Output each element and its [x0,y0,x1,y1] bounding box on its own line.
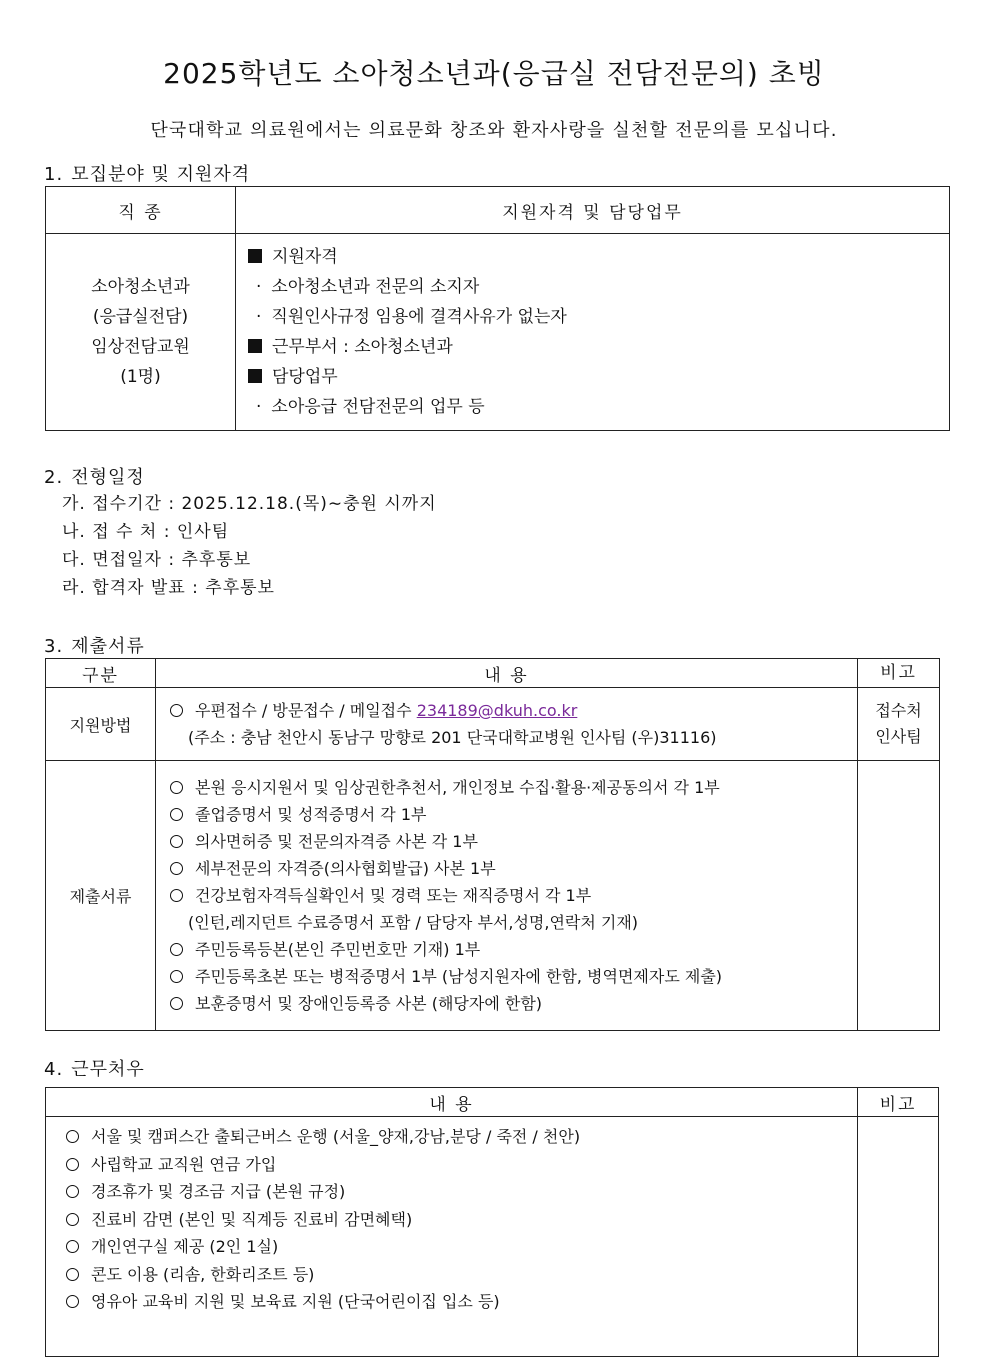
benefit-item: 진료비 감면 (본인 및 직계등 진료비 감면혜택) [66,1206,857,1234]
doc-item: 보훈증명서 및 장애인등록증 사본 (해당자에 한함) [170,990,857,1017]
documents-table [45,658,940,1031]
qualification-item: · 소아청소년과 전문의 소지자 [256,277,480,297]
circle-bullet-icon [170,835,183,848]
recruitment-table [45,186,950,431]
col-header-note: 비고 [858,659,940,688]
duty-cell [236,234,950,431]
benefits-note-cell [858,1117,939,1357]
job-line: 임상전담교원 [91,337,190,357]
square-bullet-icon [248,369,262,383]
doc-item: 세부전문의 자격증(의사협회발급) 사본 1부 [170,855,857,882]
circle-bullet-icon [170,997,183,1010]
benefit-item: 영유아 교육비 지원 및 보육료 지원 (단국어린이집 입소 등) [66,1288,857,1316]
col-header-duty: 지원자격 및 담당업무 [236,187,950,234]
doc-item: 주민등록등본(본인 주민번호만 기재) 1부 [170,936,857,963]
square-bullet-icon [248,249,262,263]
circle-bullet-icon [66,1185,79,1198]
circle-bullet-icon [66,1130,79,1143]
schedule-item: 다. 면접일자 : 추후통보 [62,550,252,570]
circle-bullet-icon [170,943,183,956]
section4-number: 4. [44,1059,64,1080]
circle-bullet-icon [170,970,183,983]
benefits-content [46,1117,858,1357]
benefit-item: 사립학교 교직원 연금 가입 [66,1151,857,1179]
duty-item: · 소아응급 전담전문의 업무 등 [256,397,485,417]
page-title: 2025학년도 소아청소년과(응급실 전담전문의) 초빙 [163,57,825,90]
method-line: 우편접수 / 방문접수 / 메일접수 234189@dkuh.co.kr [170,697,857,724]
section2-number: 2. [44,467,64,488]
schedule-item: 라. 합격자 발표 : 추후통보 [62,578,275,598]
doc-item: 본원 응시지원서 및 임상권한추천서, 개인정보 수집·활용·제공동의서 각 1부 [170,774,857,801]
schedule-item: 나. 접 수 처 : 인사팀 [62,522,230,542]
circle-bullet-icon [66,1268,79,1281]
doc-item: 건강보험자격득실확인서 및 경력 또는 재직증명서 각 1부 [170,882,857,909]
job-line: (1명) [120,367,161,387]
doc-note: (인턴,레지던트 수료증명서 포함 / 담당자 부서,성명,연락처 기재) [188,913,639,932]
section3-heading [44,632,145,658]
section1-number: 1. [44,164,64,185]
circle-bullet-icon [66,1213,79,1226]
section2-heading [44,463,145,489]
docs-label: 제출서류 [46,761,156,1031]
job-cell [46,234,236,431]
section1-heading [44,160,250,186]
docs-note-cell [858,761,940,1031]
section3-number: 3. [44,636,64,657]
middle-dot-icon: · [256,307,262,327]
benefit-item: 경조휴가 및 경조금 지급 (본원 규정) [66,1178,857,1206]
circle-bullet-icon [170,889,183,902]
col-header-note: 비고 [858,1088,939,1117]
col-header-gubun: 구분 [46,659,156,688]
section1-title: 모집분야 및 지원자격 [71,164,251,185]
doc-item: 의사면허증 및 전문의자격증 사본 각 1부 [170,828,857,855]
col-header-content: 내 용 [156,659,858,688]
circle-bullet-icon [170,781,183,794]
circle-bullet-icon [66,1158,79,1171]
department-line: 근무부서 : 소아청소년과 [248,332,949,362]
square-bullet-icon [248,339,262,353]
middle-dot-icon: · [256,397,262,417]
intro-text: 단국대학교 의료원에서는 의료문화 창조와 환자사랑을 실천할 전문의를 모십니다. [150,120,838,141]
middle-dot-icon: · [256,277,262,297]
qualification-heading: 지원자격 [248,242,949,272]
method-note: 접수처 인사팀 [858,688,940,761]
job-line: 소아청소년과 [91,277,190,297]
circle-bullet-icon [170,862,183,875]
section3-title: 제출서류 [71,636,145,657]
job-line: (응급실전담) [92,307,189,327]
circle-bullet-icon [66,1240,79,1253]
circle-bullet-icon [170,808,183,821]
docs-content [156,761,858,1031]
section2-title: 전형일정 [71,467,145,488]
benefit-item: 콘도 이용 (리솜, 한화리조트 등) [66,1261,857,1289]
schedule-list [62,490,437,602]
doc-item: 주민등록초본 또는 병적증명서 1부 (남성지원자에 한함, 병역면제자도 제출) [170,963,857,990]
qualification-item: · 직원인사규정 임용에 결격사유가 없는자 [256,307,567,327]
col-header-job: 직 종 [46,187,236,234]
benefit-item: 개인연구실 제공 (2인 1실) [66,1233,857,1261]
circle-bullet-icon [170,704,183,717]
section4-heading [44,1055,145,1081]
section4-title: 근무처우 [71,1059,145,1080]
duty-heading: 담당업무 [248,362,949,392]
address-line: (주소 : 충남 천안시 동남구 망향로 201 단국대학교병원 인사팀 (우)31116) [188,728,717,747]
method-content [156,688,858,761]
schedule-item: 가. 접수기간 : 2025.12.18.(목)∼충원 시까지 [62,494,437,514]
benefit-item: 서울 및 캠퍼스간 출퇴근버스 운행 (서울_양재,강남,분당 / 죽전 / 천안) [66,1123,857,1151]
circle-bullet-icon [66,1295,79,1308]
method-label: 지원방법 [46,688,156,761]
doc-item: 졸업증명서 및 성적증명서 각 1부 [170,801,857,828]
email-link[interactable]: 234189@dkuh.co.kr [416,701,578,720]
col-header-content: 내 용 [46,1088,858,1117]
